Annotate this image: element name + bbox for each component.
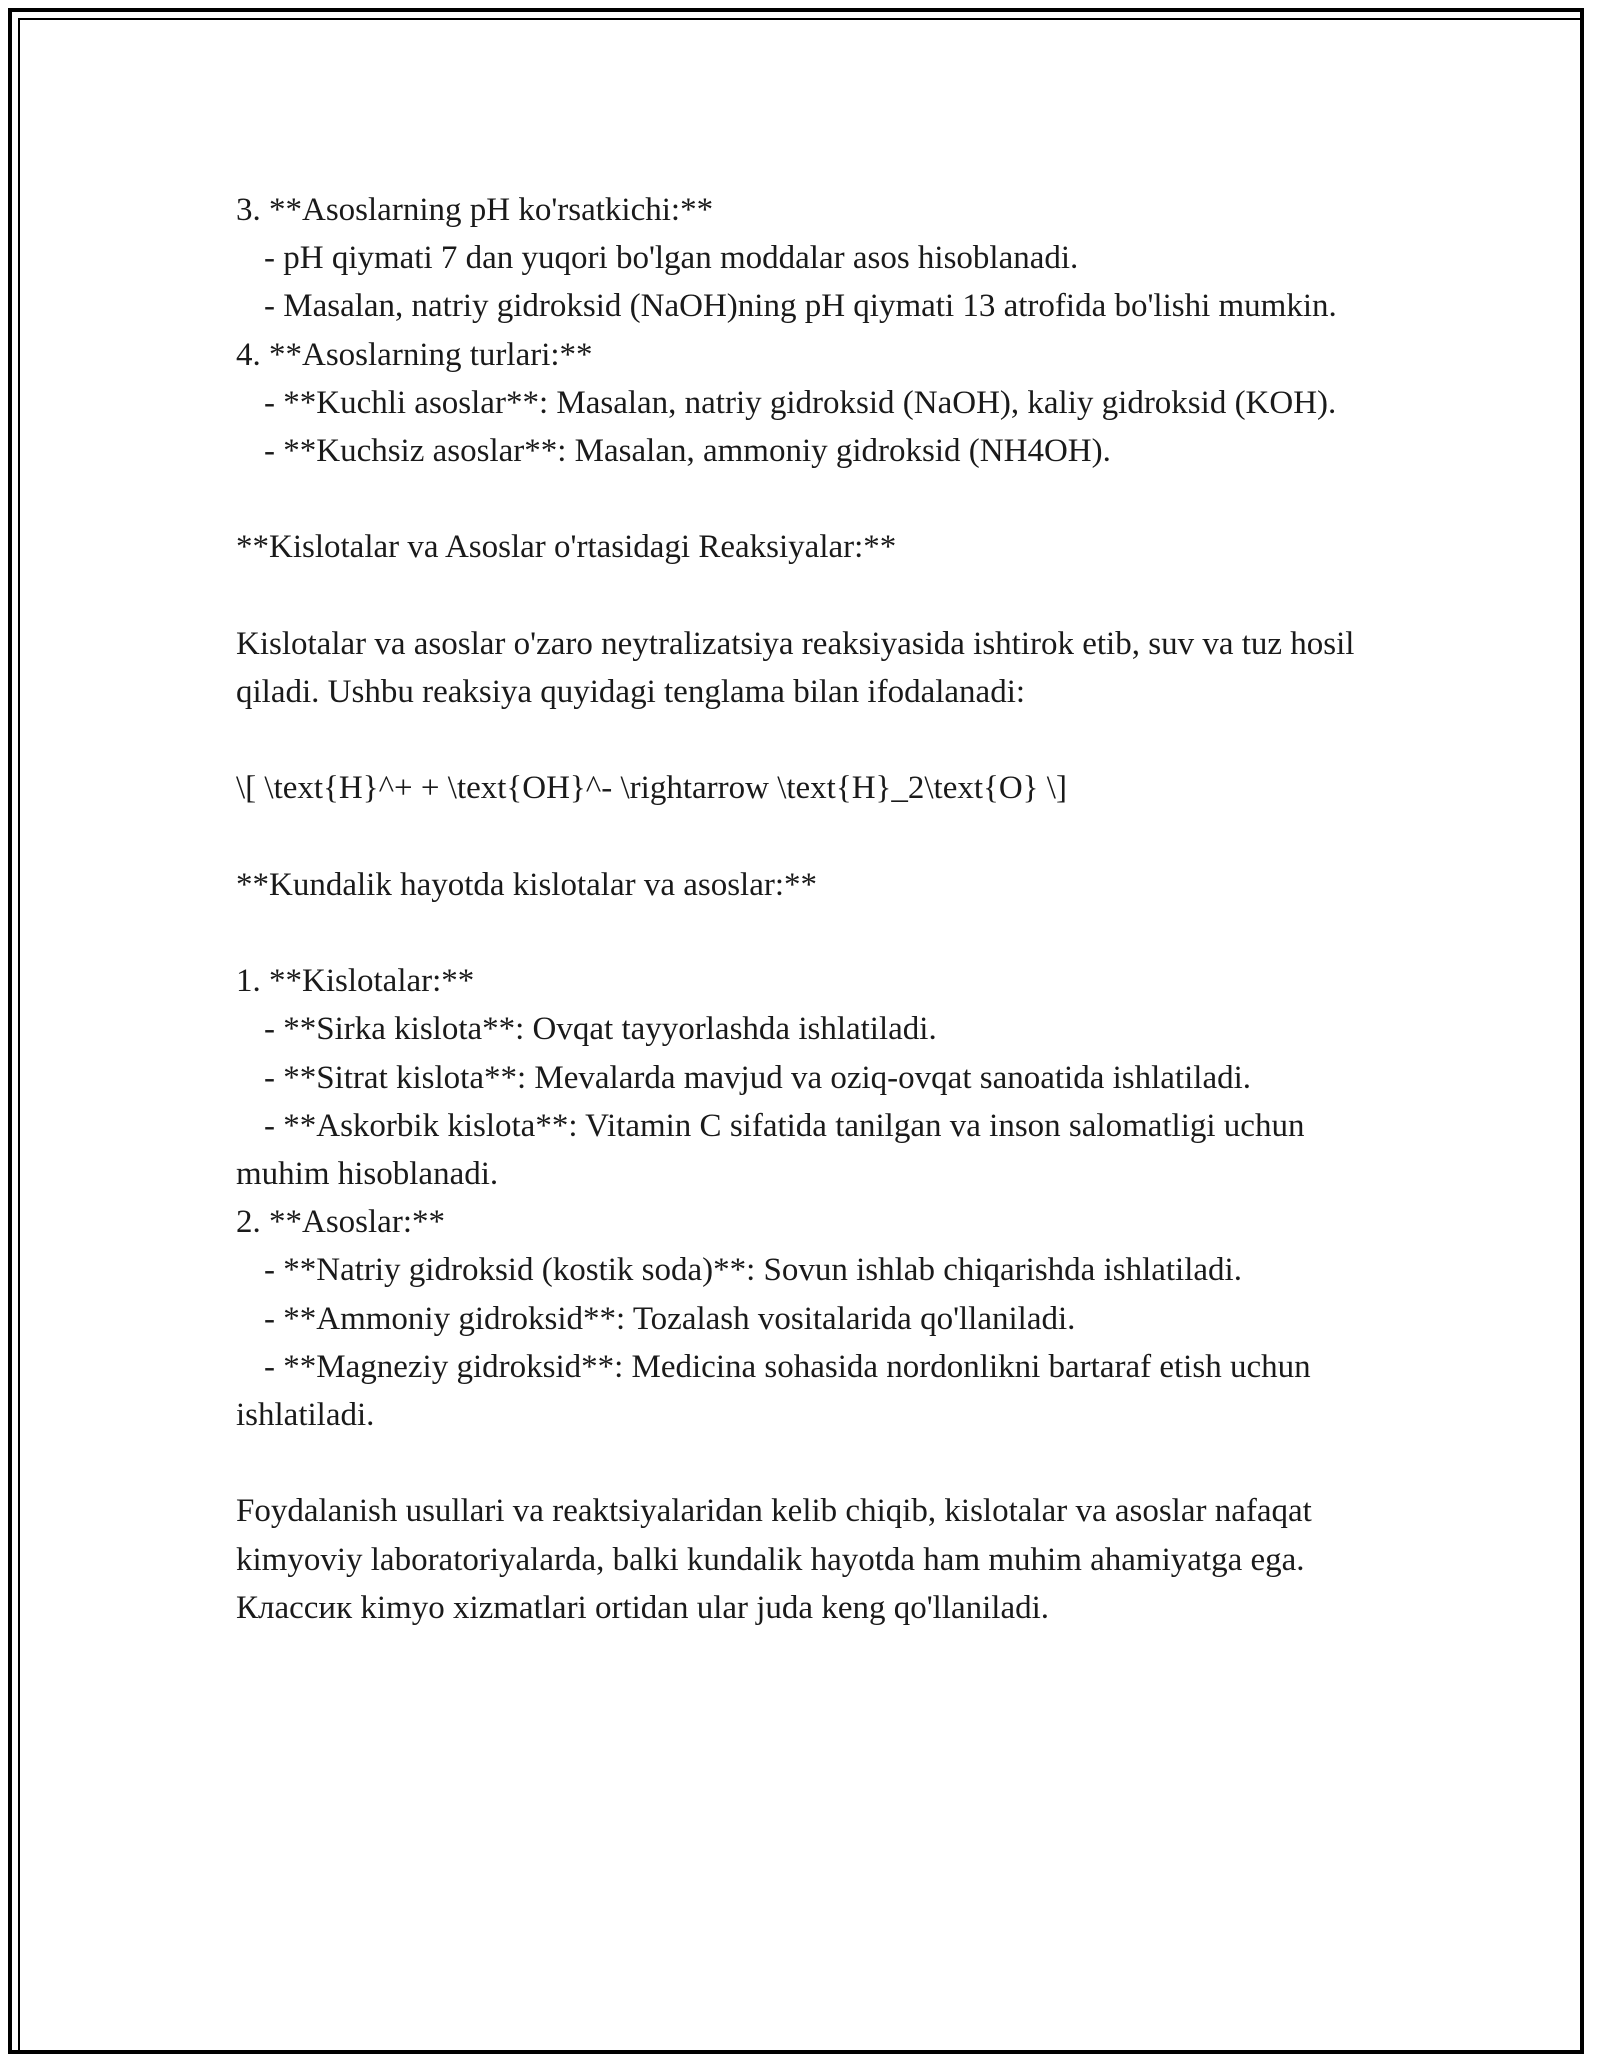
section-4-item-2: - **Kuchsiz asoslar**: Masalan, ammoniy gidroksid (NH4OH). [264,433,1111,470]
section-3-item-2: - Masalan, natriy gidroksid (NaOH)ning pH qiymati 13 atrofida bo'lishi mumkin. [264,288,1337,325]
spacer [236,572,1366,620]
acids-heading: 1. **Kislotalar:** [236,963,475,1000]
spacer [236,909,1366,957]
reaction-equation: \[ \text{H}^+ + \text{OH}^- \rightarrow \text{H}_2\text{O} \] [236,770,1067,807]
spacer [236,813,1366,861]
bases-heading: 2. **Asoslar:** [236,1204,445,1241]
daily-life-heading: **Kundalik hayotda kislotalar va asoslar:** [236,866,818,903]
reactions-heading: **Kislotalar va Asoslar o'rtasidagi Reaksiyalar:** [236,529,897,566]
acids-item-3: - **Askorbik kislota**: Vitamin C sifatida tanilgan va inson salomatligi uchun muhim hisoblanadi. [236,1107,1313,1192]
section-3-item-1: - pH qiymati 7 dan yuqori bo'lgan moddalar asos hisoblanadi. [264,240,1079,277]
document-body [236,186,1366,1632]
bases-item-3: - **Magneziy gidroksid**: Medicina sohasida nordonlikni bartaraf etish uchun ishlatiladi. [236,1348,1319,1433]
bases-item-2: - **Ammoniy gidroksid**: Tozalash vositalarida qo'llaniladi. [264,1300,1076,1337]
spacer [236,475,1366,523]
spacer [236,716,1366,764]
section-4-heading: 4. **Asoslarning turlari:** [236,336,593,373]
acids-item-1: - **Sirka kislota**: Ovqat tayyorlashda ishlatiladi. [264,1011,937,1048]
acids-item-2: - **Sitrat kislota**: Mevalarda mavjud va oziq-ovqat sanoatida ishlatiladi. [264,1059,1252,1096]
spacer [236,1439,1366,1487]
section-3-heading: 3. **Asoslarning pH ko'rsatkichi:** [236,192,714,228]
conclusion-paragraph: Foydalanish usullari va reaktsiyalaridan kelib chiqib, kislotalar va asoslar nafaqat kimyoviy laboratoriyalarda, balki kundalik hayotda ham muhim ahamiyatga ega. Классик kimyo xizmatlari ortidan ular juda keng qo'llaniladi. [236,1493,1321,1626]
section-4-item-1: - **Kuchli asoslar**: Masalan, natriy gidroksid (NaOH), kaliy gidroksid (KOH). [264,384,1337,421]
reactions-paragraph: Kislotalar va asoslar o'zaro neytralizatsiya reaksiyasida ishtirok etib, suv va tuz hosil qiladi. Ushbu reaksiya quyidagi tenglama bilan ifodalanadi: [236,625,1363,710]
bases-item-1: - **Natriy gidroksid (kostik soda)**: Sovun ishlab chiqarishda ishlatiladi. [264,1252,1242,1289]
